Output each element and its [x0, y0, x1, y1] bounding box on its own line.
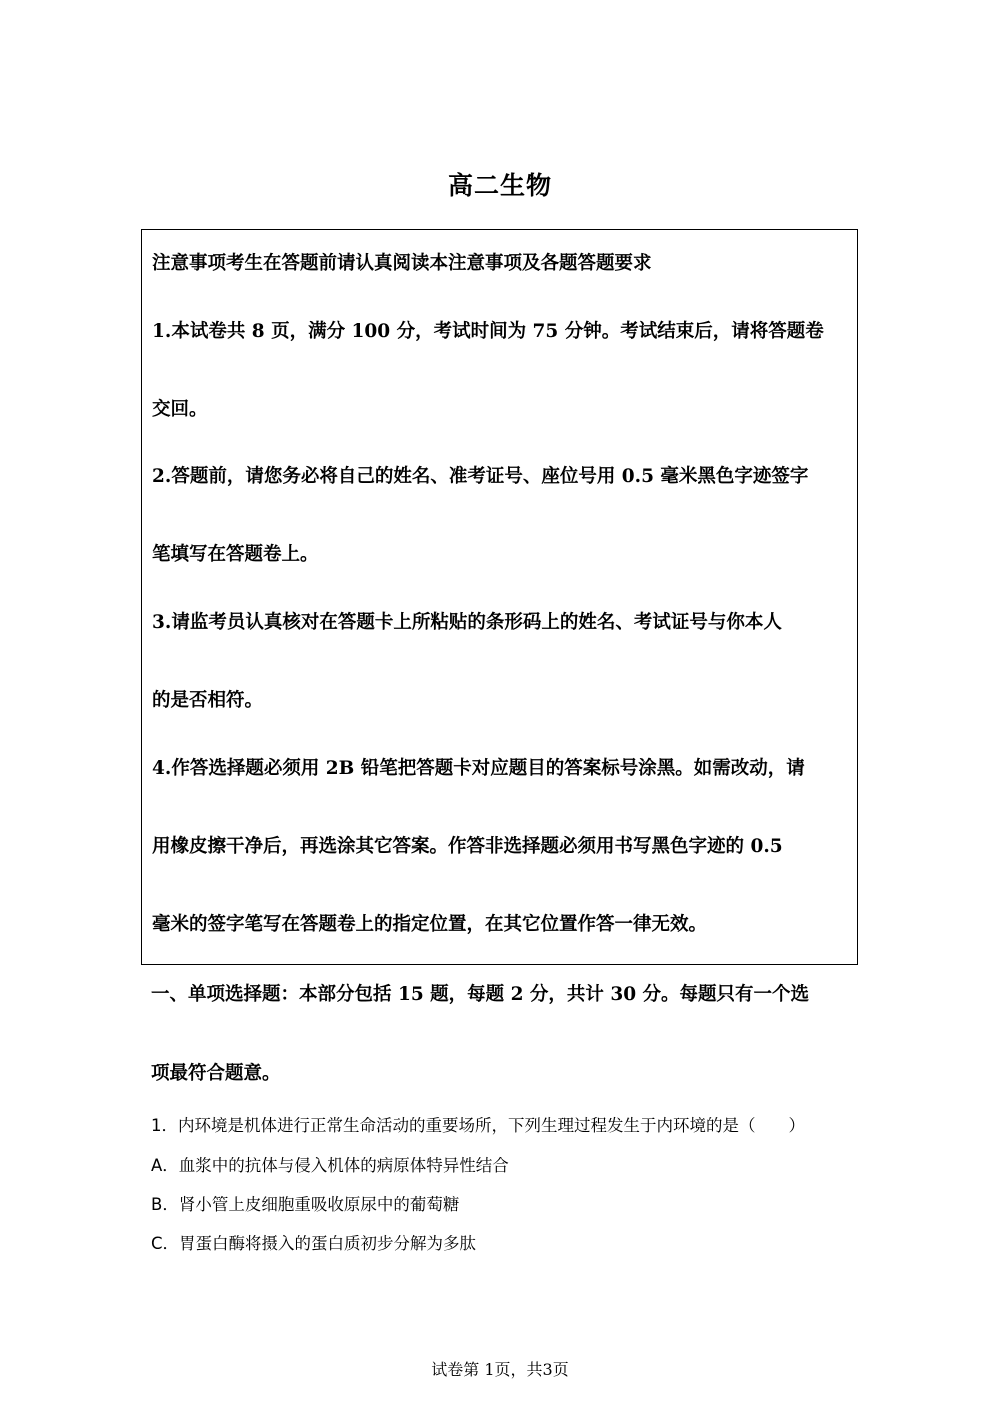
notice-line: 3.请监考员认真核对在答题卡上所粘贴的条形码上的姓名、考试证号与你本人 — [152, 612, 782, 633]
notice-line: 1.本试卷共 8 页，满分 100 分，考试时间为 75 分钟。考试结束后，请将答题卷 — [152, 321, 824, 342]
option-a: A．血浆中的抗体与侵入机体的病原体特异性结合 — [151, 1156, 509, 1175]
notice-line: 用橡皮擦干净后，再选涂其它答案。作答非选择题必须用书写黑色字迹的 0.5 — [152, 836, 783, 857]
notice-line: 笔填写在答题卷上。 — [152, 544, 319, 565]
page-title: 高二生物 — [447, 171, 552, 200]
notice-line: 的是否相符。 — [152, 690, 264, 711]
question-stem: 1．内环境是机体进行正常生命活动的重要场所，下列生理过程发生于内环境的是（ ） — [151, 1116, 805, 1135]
notice-box — [141, 229, 858, 965]
notice-heading: 注意事项考生在答题前请认真阅读本注意事项及各题答题要求 — [152, 253, 652, 274]
notice-line: 交回。 — [152, 399, 208, 420]
notice-line: 毫米的签字笔写在答题卷上的指定位置，在其它位置作答一律无效。 — [152, 914, 708, 935]
section-heading: 一、单项选择题：本部分包括 15 题，每题 2 分，共计 30 分。每题只有一个选 — [151, 984, 810, 1005]
option-b: B．肾小管上皮细胞重吸收原尿中的葡萄糖 — [151, 1195, 460, 1214]
section-heading-cont: 项最符合题意。 — [151, 1063, 281, 1084]
notice-line: 4.作答选择题必须用 2B 铅笔把答题卡对应题目的答案标号涂黑。如需改动，请 — [152, 758, 805, 779]
notice-line: 2.答题前，请您务必将自己的姓名、准考证号、座位号用 0.5 毫米黑色字迹签字 — [152, 466, 809, 487]
page-footer: 试卷第 1页，共3页 — [431, 1360, 569, 1379]
option-c: C．胃蛋白酶将摄入的蛋白质初步分解为多肽 — [151, 1234, 477, 1253]
